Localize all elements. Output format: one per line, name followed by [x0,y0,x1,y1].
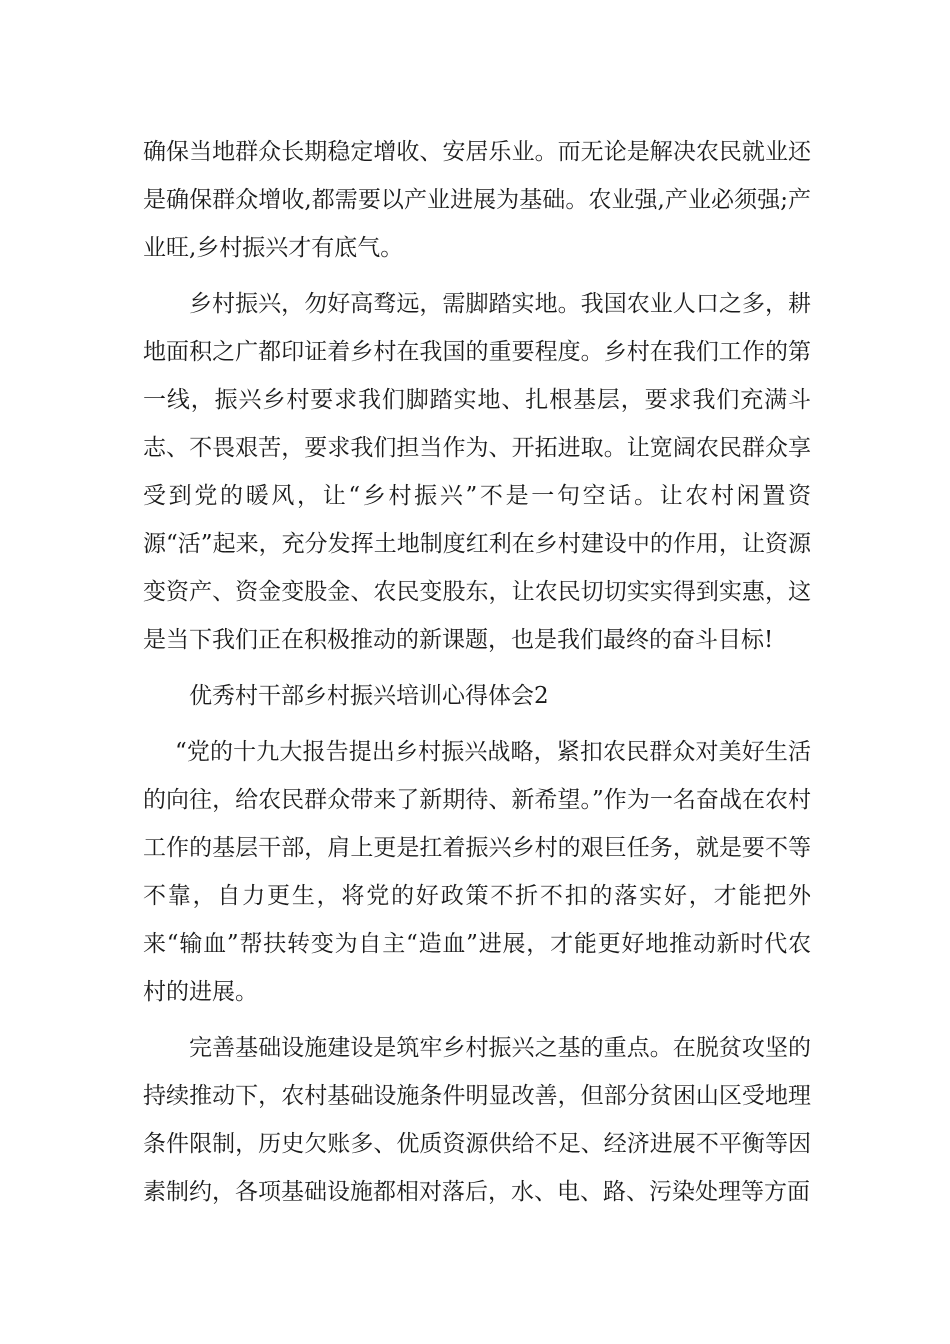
paragraph-party-report-quote: “党的十九大报告提出乡村振兴战略，紧扣农民群众对美好生活的向往，给农民群众带来了新期待、新希望。”作为一名奋战在农村工作的基层干部，肩上更是扛着振兴乡村的艰巨任务，就是要不等不靠，自力更生，将党的好政策不折不扣的落实好，才能把外来“输血”帮扶转变为自主“造血”进展，才能更好地推动新时代农村的进展。 [143,739,811,1005]
section-heading: 优秀村干部乡村振兴培训心得体会2 [189,683,549,709]
paragraph-infrastructure: 完善基础设施建设是筑牢乡村振兴之基的重点。在脱贫攻坚的持续推动下，农村基础设施条件明显改善，但部分贫困山区受地理条件限制，历史欠账多、优质资源供给不足、经济进展不平衡等因素制约，各项基础设施都相对落后，水、电、路、污染处理等方面 [143,1035,811,1205]
paragraph-rural-revitalization: 乡村振兴，勿好高骛远，需脚踏实地。我国农业人口之多，耕地面积之广都印证着乡村在我国的重要程度。乡村在我们工作的第一线，振兴乡村要求我们脚踏实地、扎根基层，要求我们充满斗志、不畏艰苦，要求我们担当作为、开拓进取。让宽阔农民群众享受到党的暖风，让“乡村振兴”不是一句空话。让农村闲置资源“活”起来，充分发挥土地制度红利在乡村建设中的作用，让资源变资产、资金变股金、农民变股东，让农民切切实实得到实惠，这是当下我们正在积极推动的新课题，也是我们最终的奋斗目标! [143,291,811,653]
paragraph-continuation: 确保当地群众长期稳定增收、安居乐业。而无论是解决农民就业还是确保群众增收,都需要以产业进展为基础。农业强,产业必须强;产业旺,乡村振兴才有底气。 [143,139,811,261]
document-body [143,128,811,1224]
